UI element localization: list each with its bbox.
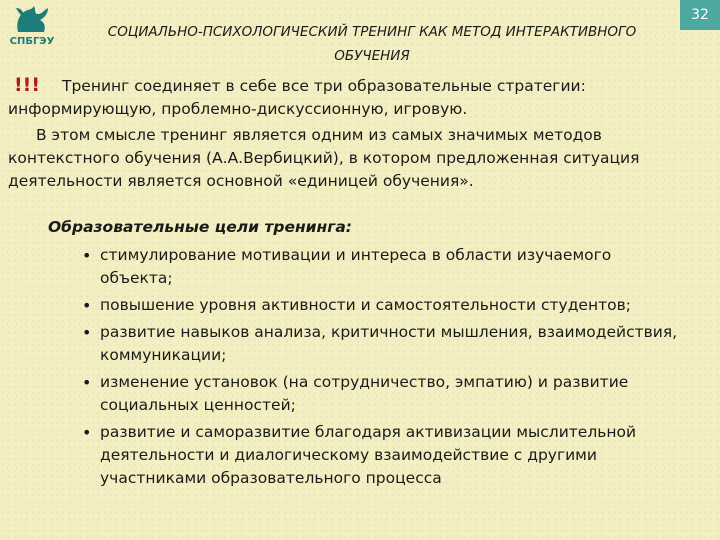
- page-number: 32: [680, 0, 720, 30]
- list-item: • развитие и саморазвитие благодаря активизации мыслительной деятельности и диалогическому взаимодействие с другими участниками образовательного процесса: [78, 421, 678, 490]
- list-item: • стимулирование мотивации и интереса в области изучаемого объекта;: [78, 244, 678, 290]
- context-text: В этом смысле тренинг является одним из самых значимых методов контекстного обучения (А.А.Вербицкий), в котором предложенная ситуация деятельности является основной «единицей обучения».: [8, 126, 640, 190]
- context-paragraph: [8, 124, 688, 193]
- logo-text: СПБГЭУ: [9, 36, 55, 47]
- goals-heading: Образовательные цели тренинга:: [48, 218, 352, 236]
- goals-list: [78, 244, 678, 494]
- exclamation-mark: !!!: [14, 74, 40, 96]
- slide-title: СОЦИАЛЬНО-ПСИХОЛОГИЧЕСКИЙ ТРЕНИНГ КАК МЕТОД ИНТЕРАКТИВНОГО ОБУЧЕНИЯ: [107, 24, 637, 64]
- list-item: • изменение установок (на сотрудничество, эмпатию) и развитие социальных ценностей;: [78, 371, 678, 417]
- intro-paragraph: [8, 74, 688, 121]
- list-item: • повышение уровня активности и самостоятельности студентов;: [78, 294, 678, 317]
- university-logo: [4, 2, 60, 48]
- list-item: • развитие навыков анализа, критичности мышления, взаимодействия, коммуникации;: [78, 321, 678, 367]
- intro-text: Тренинг соединяет в себе все три образовательные стратегии: информирующую, проблемно-дискуссионную, игровую.: [8, 77, 586, 118]
